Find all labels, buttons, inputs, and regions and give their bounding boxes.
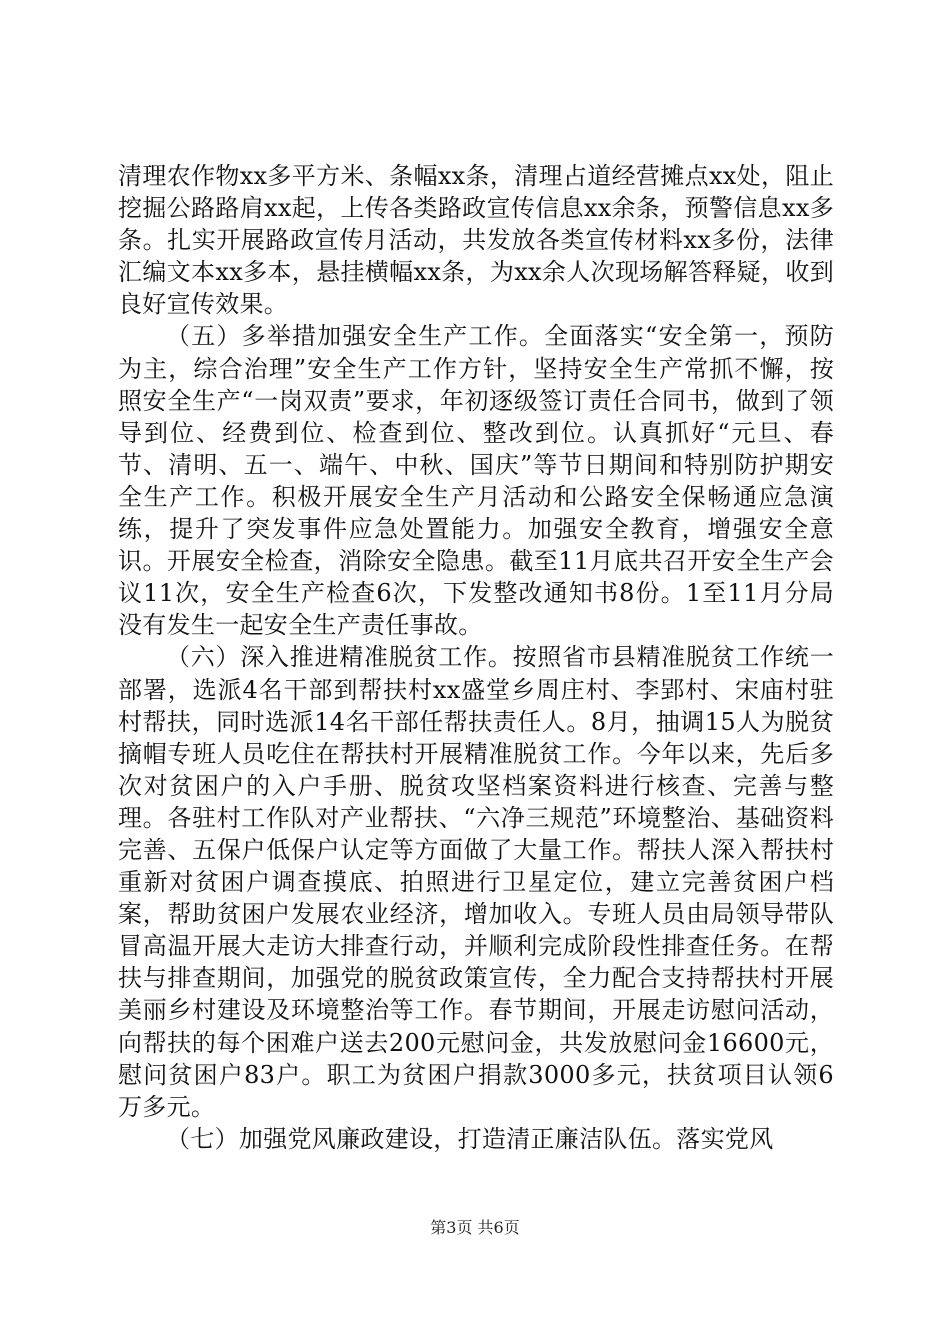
page-footer: 第3页 共6页 [430,1218,520,1237]
document-body [118,160,834,1155]
paragraph-section-7-integrity: （七）加强党风廉政建设，打造清正廉洁队伍。落实党风 [166,1124,774,1153]
paragraph-section-6-poverty: （六）深入推进精准脱贫工作。按照省市县精准脱贫工作统一部署，选派4名干部到帮扶村xx盛堂乡周庄村、李郢村、宋庙村驻村帮扶，同时选派14名干部任帮扶责任人。8月，抽调15人为脱贫摘帽专班人员吃住在帮扶村开展精准脱贫工作。今年以来，先后多次对贫困户的入户手册、脱贫攻坚档案资料进行核查、完善与整理。各驻村工作队对产业帮扶、“六净三规范”环境整治、基础资料完善、五保户低保户认定等方面做了大量工作。帮扶人深入帮扶村重新对贫困户调查摸底、拍照进行卫星定位，建立完善贫困户档案，帮助贫困户发展农业经济，增加收入。专班人员由局领导带队冒高温开展大走访大排查行动，并顺利完成阶段性排查任务。在帮扶与排查期间，加强党的脱贫政策宣传，全力配合支持帮扶村开展美丽乡村建设及环境整治等工作。春节期间，开展走访慰问活动，向帮扶的每个困难户送去200元慰问金，共发放慰问金16600元，慰问贫困户83户。职工为贫困户捐款3000多元，扶贫项目认领6万多元。 [118,643,834,1121]
paragraph-continuation: 清理农作物xx多平方米、条幅xx条，清理占道经营摊点xx处，阻止挖掘公路路肩xx起，上传各类路政宣传信息xx余条，预警信息xx多条。扎实开展路政宣传月活动，共发放各类宣传材料xx多份，法律汇编文本xx多本，悬挂横幅xx条，为xx余人次现场解答释疑，收到良好宣传效果。 [118,162,834,319]
paragraph-section-5-safety: （五）多举措加强安全生产工作。全面落实“安全第一，预防为主，综合治理”安全生产工作方针，坚持安全生产常抓不懈，按照安全生产“一岗双责”要求，年初逐级签订责任合同书，做到了领导到位、经费到位、检查到位、整改到位。认真抓好“元旦、春节、清明、五一、端午、中秋、国庆”等节日期间和特别防护期安全生产工作。积极开展安全生产月活动和公路安全保畅通应急演练，提升了突发事件应急处置能力。加强安全教育，增强安全意识。开展安全检查，消除安全隐患。截至11月底共召开安全生产会议11次，安全生产检查6次，下发整改通知书8份。1至11月分局没有发生一起安全生产责任事故。 [118,322,834,640]
